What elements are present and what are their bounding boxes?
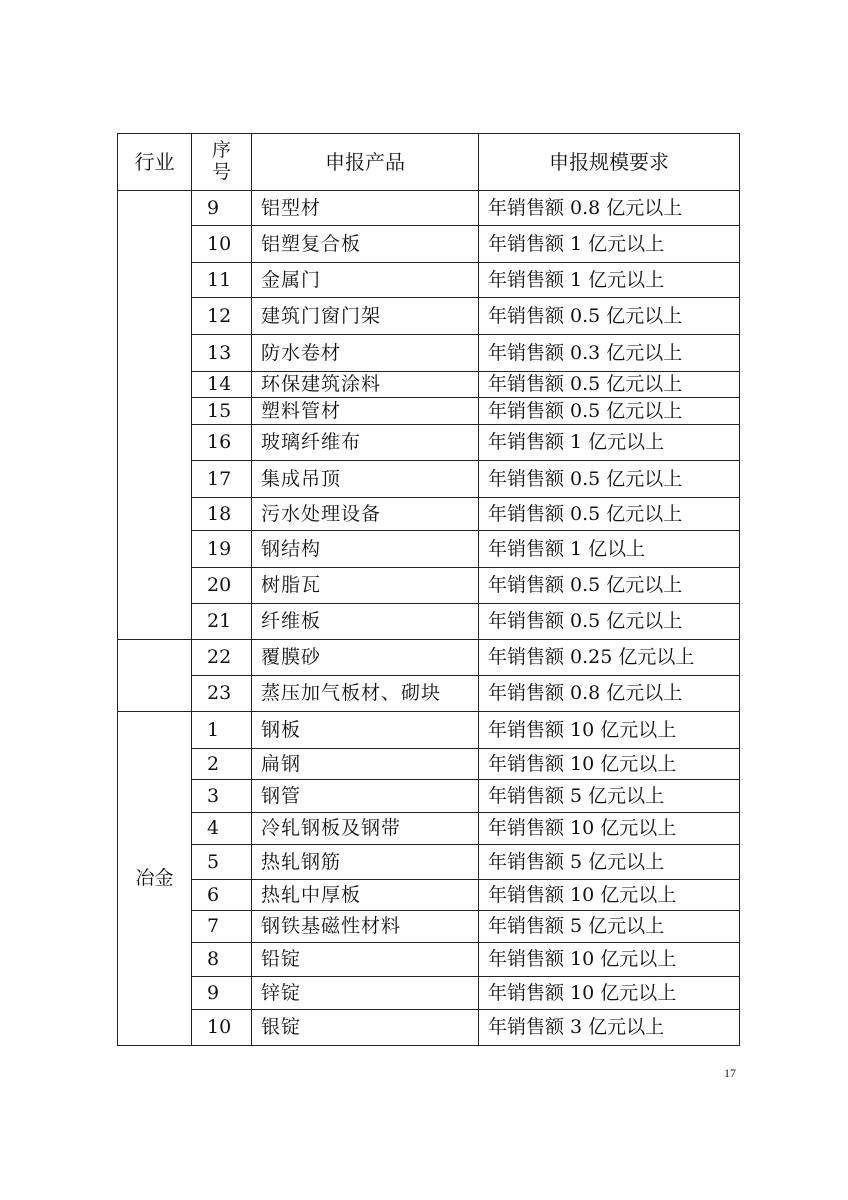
seq-cell: 8 xyxy=(192,943,252,977)
table-row xyxy=(118,568,740,604)
industry-cell: 冶金 xyxy=(118,712,192,1046)
requirement-cell: 年销售额 5 亿元以上 xyxy=(479,780,740,813)
requirement-cell: 年销售额 10 亿元以上 xyxy=(479,749,740,780)
seq-cell: 9 xyxy=(192,977,252,1010)
table-row xyxy=(118,845,740,880)
product-cell: 钢铁基磁性材料 xyxy=(252,911,479,943)
requirement-cell: 年销售额 0.5 亿元以上 xyxy=(479,604,740,640)
industry-cell xyxy=(118,640,192,712)
table-row xyxy=(118,226,740,263)
requirement-cell: 年销售额 10 亿元以上 xyxy=(479,813,740,845)
header-seq xyxy=(192,134,252,191)
table-row xyxy=(118,712,740,749)
table-row xyxy=(118,813,740,845)
product-cell: 蒸压加气板材、砌块 xyxy=(252,676,479,712)
product-cell: 玻璃纤维布 xyxy=(252,425,479,461)
seq-cell: 19 xyxy=(192,531,252,568)
table-row xyxy=(118,425,740,461)
product-cell: 集成吊顶 xyxy=(252,461,479,498)
seq-cell: 3 xyxy=(192,780,252,813)
seq-cell: 11 xyxy=(192,263,252,298)
table-body xyxy=(118,191,740,1046)
requirement-cell: 年销售额 10 亿元以上 xyxy=(479,977,740,1010)
product-cell: 防水卷材 xyxy=(252,335,479,372)
header-requirement: 申报规模要求 xyxy=(479,134,740,191)
header-product: 申报产品 xyxy=(252,134,479,191)
seq-cell: 6 xyxy=(192,880,252,911)
product-cell: 塑料管材 xyxy=(252,398,479,425)
product-cell: 钢管 xyxy=(252,780,479,813)
table-row xyxy=(118,911,740,943)
requirement-cell: 年销售额 10 亿元以上 xyxy=(479,712,740,749)
table-row xyxy=(118,372,740,398)
requirement-cell: 年销售额 0.8 亿元以上 xyxy=(479,191,740,226)
requirement-cell: 年销售额 0.25 亿元以上 xyxy=(479,640,740,676)
header-industry: 行业 xyxy=(118,134,192,191)
table-row xyxy=(118,604,740,640)
table-row xyxy=(118,749,740,780)
seq-cell: 9 xyxy=(192,191,252,226)
requirement-cell: 年销售额 0.5 亿元以上 xyxy=(479,461,740,498)
table-row xyxy=(118,298,740,335)
product-cell: 银锭 xyxy=(252,1010,479,1046)
requirement-cell: 年销售额 0.5 亿元以上 xyxy=(479,298,740,335)
product-cell: 热轧钢筋 xyxy=(252,845,479,880)
product-cell: 钢结构 xyxy=(252,531,479,568)
requirement-cell: 年销售额 10 亿元以上 xyxy=(479,880,740,911)
product-cell: 覆膜砂 xyxy=(252,640,479,676)
table-row xyxy=(118,943,740,977)
requirement-cell: 年销售额 1 亿元以上 xyxy=(479,263,740,298)
product-cell: 环保建筑涂料 xyxy=(252,372,479,398)
table-header-row xyxy=(118,134,740,191)
seq-cell: 18 xyxy=(192,498,252,531)
requirement-cell: 年销售额 3 亿元以上 xyxy=(479,1010,740,1046)
table-row xyxy=(118,1010,740,1046)
table-row xyxy=(118,780,740,813)
seq-cell: 2 xyxy=(192,749,252,780)
table-row xyxy=(118,676,740,712)
requirement-cell: 年销售额 0.8 亿元以上 xyxy=(479,676,740,712)
seq-cell: 20 xyxy=(192,568,252,604)
requirement-cell: 年销售额 0.5 亿元以上 xyxy=(479,568,740,604)
seq-cell: 15 xyxy=(192,398,252,425)
table-row xyxy=(118,977,740,1010)
requirement-cell: 年销售额 0.5 亿元以上 xyxy=(479,498,740,531)
table-row xyxy=(118,398,740,425)
table-row xyxy=(118,880,740,911)
product-cell: 锌锭 xyxy=(252,977,479,1010)
table-row xyxy=(118,461,740,498)
table-row xyxy=(118,531,740,568)
product-cell: 冷轧钢板及钢带 xyxy=(252,813,479,845)
requirement-cell: 年销售额 0.3 亿元以上 xyxy=(479,335,740,372)
requirement-cell: 年销售额 1 亿元以上 xyxy=(479,226,740,263)
product-cell: 污水处理设备 xyxy=(252,498,479,531)
table-row xyxy=(118,640,740,676)
seq-cell: 10 xyxy=(192,226,252,263)
requirement-cell: 年销售额 10 亿元以上 xyxy=(479,943,740,977)
requirement-cell: 年销售额 1 亿元以上 xyxy=(479,425,740,461)
requirement-cell: 年销售额 0.5 亿元以上 xyxy=(479,372,740,398)
requirement-cell: 年销售额 1 亿以上 xyxy=(479,531,740,568)
product-cell: 建筑门窗门架 xyxy=(252,298,479,335)
seq-cell: 7 xyxy=(192,911,252,943)
table-row xyxy=(118,191,740,226)
seq-cell: 4 xyxy=(192,813,252,845)
requirement-cell: 年销售额 0.5 亿元以上 xyxy=(479,398,740,425)
seq-cell: 23 xyxy=(192,676,252,712)
seq-cell: 22 xyxy=(192,640,252,676)
product-cell: 扁钢 xyxy=(252,749,479,780)
seq-cell: 12 xyxy=(192,298,252,335)
seq-cell: 13 xyxy=(192,335,252,372)
table-row xyxy=(118,498,740,531)
product-cell: 铝塑复合板 xyxy=(252,226,479,263)
seq-cell: 17 xyxy=(192,461,252,498)
seq-cell: 14 xyxy=(192,372,252,398)
seq-cell: 10 xyxy=(192,1010,252,1046)
product-cell: 钢板 xyxy=(252,712,479,749)
table-row xyxy=(118,263,740,298)
product-cell: 金属门 xyxy=(252,263,479,298)
product-cell: 树脂瓦 xyxy=(252,568,479,604)
product-cell: 铅锭 xyxy=(252,943,479,977)
header-seq-text: 序号 xyxy=(211,139,231,183)
requirement-cell: 年销售额 5 亿元以上 xyxy=(479,911,740,943)
product-cell: 铝型材 xyxy=(252,191,479,226)
seq-cell: 5 xyxy=(192,845,252,880)
product-cell: 热轧中厚板 xyxy=(252,880,479,911)
seq-cell: 21 xyxy=(192,604,252,640)
seq-cell: 1 xyxy=(192,712,252,749)
product-requirements-table xyxy=(117,133,740,1046)
seq-cell: 16 xyxy=(192,425,252,461)
industry-cell xyxy=(118,191,192,640)
product-cell: 纤维板 xyxy=(252,604,479,640)
page-number: 17 xyxy=(724,1066,736,1080)
requirement-cell: 年销售额 5 亿元以上 xyxy=(479,845,740,880)
table-row xyxy=(118,335,740,372)
